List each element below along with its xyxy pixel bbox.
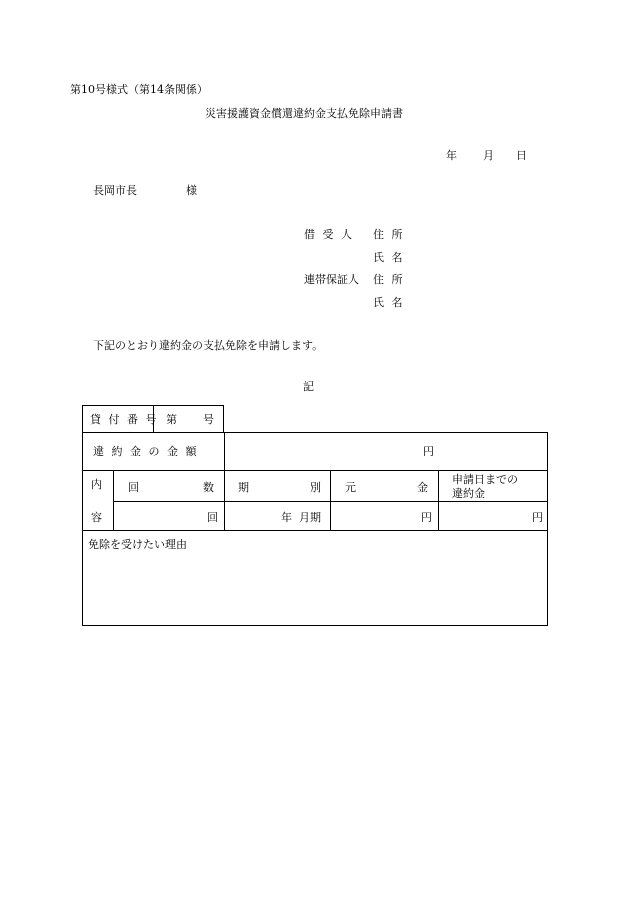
kibetsu-header-1: 期: [238, 481, 249, 494]
naiyou-bottom: 容: [91, 511, 102, 524]
reason-box: [82, 530, 548, 626]
col-line-4: [438, 470, 439, 530]
loan-number-label: 貸 付 番 号: [90, 413, 159, 426]
date-day: 日: [516, 149, 527, 162]
year-unit: 年: [281, 511, 292, 524]
month-period-unit: 月期: [299, 511, 321, 524]
penalty-amount-row: [82, 432, 548, 471]
penalty-until-header-1: 申請日までの: [452, 473, 518, 486]
request-statement: 下記のとおり違約金の支払免除を申請します。: [93, 339, 324, 352]
gankin-header-1: 元: [345, 481, 356, 494]
borrower-name-label: 氏 名: [373, 251, 405, 264]
breakdown-block: [82, 470, 548, 531]
gankin-yen-unit: 円: [421, 511, 432, 524]
gankin-header-2: 金: [417, 481, 428, 494]
borrower-address-label: 住 所: [373, 228, 405, 241]
kai-unit: 回: [207, 511, 218, 524]
ki-heading: 記: [303, 380, 314, 393]
kai-header-2: 数: [203, 481, 214, 494]
loan-number-go: 号: [203, 413, 214, 426]
guarantor-label: 連帯保証人: [304, 273, 359, 286]
naiyou-top: 内: [91, 478, 102, 491]
penalty-amount-label: 違 約 金 の 金 額: [93, 445, 199, 458]
form-number: 第10号様式（第14条関係）: [70, 83, 208, 96]
borrower-label: 借 受 人: [304, 228, 354, 241]
col-line-3: [330, 470, 331, 530]
guarantor-address-label: 住 所: [373, 273, 405, 286]
kibetsu-header-2: 別: [310, 481, 321, 494]
penalty-amount-yen: 円: [423, 445, 434, 458]
reason-label: 免除を受けたい理由: [88, 538, 187, 551]
date-month: 月: [483, 149, 494, 162]
guarantor-name-label: 氏 名: [373, 296, 405, 309]
addressee-name: 長岡市長: [93, 184, 137, 197]
penalty-yen-unit: 円: [532, 511, 543, 524]
date-year: 年: [446, 149, 457, 162]
penalty-until-header-2: 違約金: [452, 487, 485, 500]
kai-header-1: 回: [128, 481, 139, 494]
loan-number-box: [82, 405, 224, 433]
col-line-2: [224, 470, 225, 530]
document-title: 災害援護資金償還違約金支払免除申請書: [205, 107, 403, 120]
penalty-amount-divider: [224, 433, 225, 470]
breakdown-mid-line: [113, 501, 548, 502]
col-line-1: [113, 470, 114, 530]
addressee-honorific: 様: [186, 184, 197, 197]
loan-number-dai: 第: [166, 413, 177, 426]
